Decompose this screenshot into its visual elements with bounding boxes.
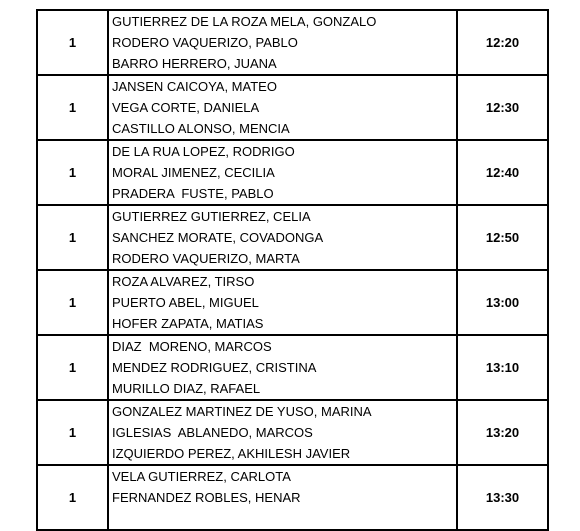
participant-name: RODERO VAQUERIZO, MARTA xyxy=(112,251,300,266)
participant-name: IZQUIERDO PEREZ, AKHILESH JAVIER xyxy=(112,446,351,461)
names-cell xyxy=(108,335,457,400)
schedule-table xyxy=(36,9,549,531)
table-row xyxy=(37,335,548,400)
table-row xyxy=(37,10,548,75)
time-cell: 12:50 xyxy=(457,205,548,270)
participant-name: VELA GUTIERREZ, CARLOTA xyxy=(112,469,291,484)
group-number-cell: 1 xyxy=(37,10,108,75)
time-cell: 13:00 xyxy=(457,270,548,335)
schedule-body xyxy=(37,10,548,530)
group-number-cell: 1 xyxy=(37,465,108,530)
names-cell xyxy=(108,270,457,335)
table-row xyxy=(37,205,548,270)
participant-name: FERNANDEZ ROBLES, HENAR xyxy=(112,490,301,505)
participant-name: GONZALEZ MARTINEZ DE YUSO, MARINA xyxy=(112,404,372,419)
participant-name: VEGA CORTE, DANIELA xyxy=(112,100,260,115)
participant-name: JANSEN CAICOYA, MATEO xyxy=(112,79,277,94)
participant-name: GUTIERREZ DE LA ROZA MELA, GONZALO xyxy=(112,14,377,29)
participant-name: PRADERA FUSTE, PABLO xyxy=(112,186,274,201)
participant-name: SANCHEZ MORATE, COVADONGA xyxy=(112,230,324,245)
participant-name: MURILLO DIAZ, RAFAEL xyxy=(112,381,261,396)
table-row xyxy=(37,270,548,335)
participant-name: RODERO VAQUERIZO, PABLO xyxy=(112,35,298,50)
names-cell xyxy=(108,205,457,270)
participant-name: IGLESIAS ABLANEDO, MARCOS xyxy=(112,425,313,440)
participant-name xyxy=(112,508,456,529)
table-row xyxy=(37,465,548,530)
group-number-cell: 1 xyxy=(37,335,108,400)
names-cell xyxy=(108,10,457,75)
names-cell xyxy=(108,465,457,530)
group-number-cell: 1 xyxy=(37,140,108,205)
group-number-cell: 1 xyxy=(37,270,108,335)
table-row xyxy=(37,140,548,205)
participant-name: CASTILLO ALONSO, MENCIA xyxy=(112,121,290,136)
participant-name: MENDEZ RODRIGUEZ, CRISTINA xyxy=(112,360,317,375)
time-cell: 12:20 xyxy=(457,10,548,75)
time-cell: 13:30 xyxy=(457,465,548,530)
time-cell: 13:10 xyxy=(457,335,548,400)
participant-name: DE LA RUA LOPEZ, RODRIGO xyxy=(112,144,295,159)
participant-name: DIAZ MORENO, MARCOS xyxy=(112,339,272,354)
names-cell xyxy=(108,400,457,465)
participant-name: ROZA ALVAREZ, TIRSO xyxy=(112,274,255,289)
group-number-cell: 1 xyxy=(37,205,108,270)
participant-name: BARRO HERRERO, JUANA xyxy=(112,56,277,71)
time-cell: 12:30 xyxy=(457,75,548,140)
time-cell: 12:40 xyxy=(457,140,548,205)
group-number-cell: 1 xyxy=(37,75,108,140)
names-cell xyxy=(108,140,457,205)
time-cell: 13:20 xyxy=(457,400,548,465)
participant-name: HOFER ZAPATA, MATIAS xyxy=(112,316,264,331)
group-number-cell: 1 xyxy=(37,400,108,465)
names-cell xyxy=(108,75,457,140)
participant-name: MORAL JIMENEZ, CECILIA xyxy=(112,165,275,180)
table-row xyxy=(37,400,548,465)
participant-name: PUERTO ABEL, MIGUEL xyxy=(112,295,259,310)
participant-name: GUTIERREZ GUTIERREZ, CELIA xyxy=(112,209,311,224)
table-row xyxy=(37,75,548,140)
